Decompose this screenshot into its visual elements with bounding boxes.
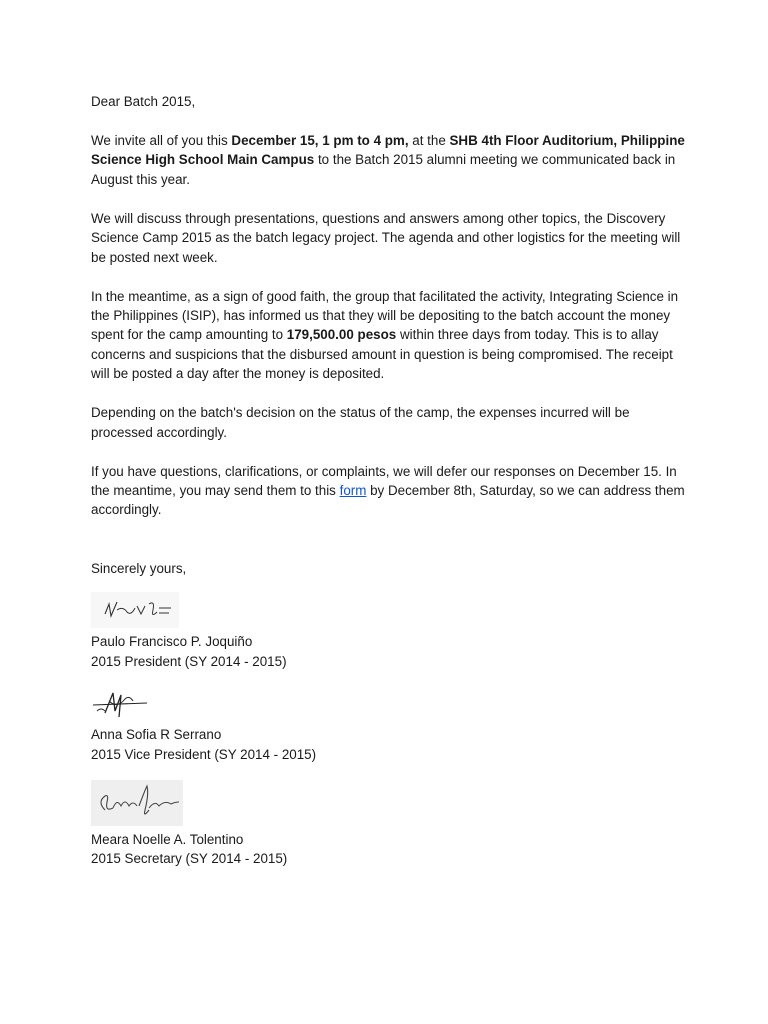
deposit-text-1: In the meantime, as a sign of good faith, the group that facilitated the activity, Integrating Science in the Philippines (ISIP), has informed us that they will be depositing to the batch account the money spent for the camp amounting to — [91, 288, 679, 343]
signatory-name: Anna Sofia R Serrano — [91, 727, 222, 743]
questions-text-1: If you have questions, clarifications, or complaints, we will defer our responses on December 15. In the meantime, you may send them to this — [91, 463, 677, 499]
paragraph-agenda: We will discuss through presentations, questions and answers among other topics, the Discovery Science Camp 2015 as the batch legacy project. The agenda and other logistics for the meeting will be posted next week. — [91, 210, 681, 265]
meeting-venue: SHB 4th Floor Auditorium, Philippine Science High School Main Campus — [91, 133, 685, 168]
signatory-title: 2015 President (SY 2014 - 2015) — [91, 653, 287, 669]
invitation-text-3: to the Batch 2015 alumni meeting we communicated back in August this year. — [91, 152, 676, 187]
questions-text-2: by December 8th, Saturday, so we can address them accordingly. — [91, 483, 685, 518]
letter-body — [91, 92, 691, 869]
salutation: Dear Batch 2015, — [91, 94, 196, 109]
meeting-date-time: December 15, 1 pm to 4 pm, — [231, 133, 409, 148]
deposit-amount: 179,500.00 pesos — [286, 327, 397, 343]
signatory-secretary — [91, 830, 691, 869]
invitation-text-2: at the — [408, 133, 450, 148]
signatory-name: Paulo Francisco P. Joquiño — [91, 634, 253, 650]
signatory-name: Meara Noelle A. Tolentino — [91, 831, 244, 847]
signature-image-vice-president — [91, 687, 149, 721]
signatory-title: 2015 Secretary (SY 2014 - 2015) — [91, 851, 288, 867]
signatory-title: 2015 Vice President (SY 2014 - 2015) — [91, 746, 317, 762]
paragraph-invitation — [91, 131, 691, 189]
paragraph-expenses: Depending on the batch's decision on the status of the camp, the expenses incurred will be processed accordingly. — [91, 405, 630, 440]
closing: Sincerely yours, — [91, 560, 187, 576]
signatory-president — [91, 632, 691, 671]
paragraph-deposit — [91, 287, 691, 384]
invitation-text-1: We invite all of you this — [91, 133, 232, 148]
deposit-text-2: within three days from today. This is to allay concerns and suspicions that the disbursed amount in question is being compromised. The receipt will be posted a day after the money is deposited. — [91, 327, 673, 382]
form-link[interactable]: form — [339, 483, 367, 499]
paragraph-questions — [91, 462, 691, 520]
signatory-vice-president — [91, 725, 691, 764]
signature-image-secretary — [91, 780, 183, 826]
signature-image-president — [91, 592, 179, 628]
